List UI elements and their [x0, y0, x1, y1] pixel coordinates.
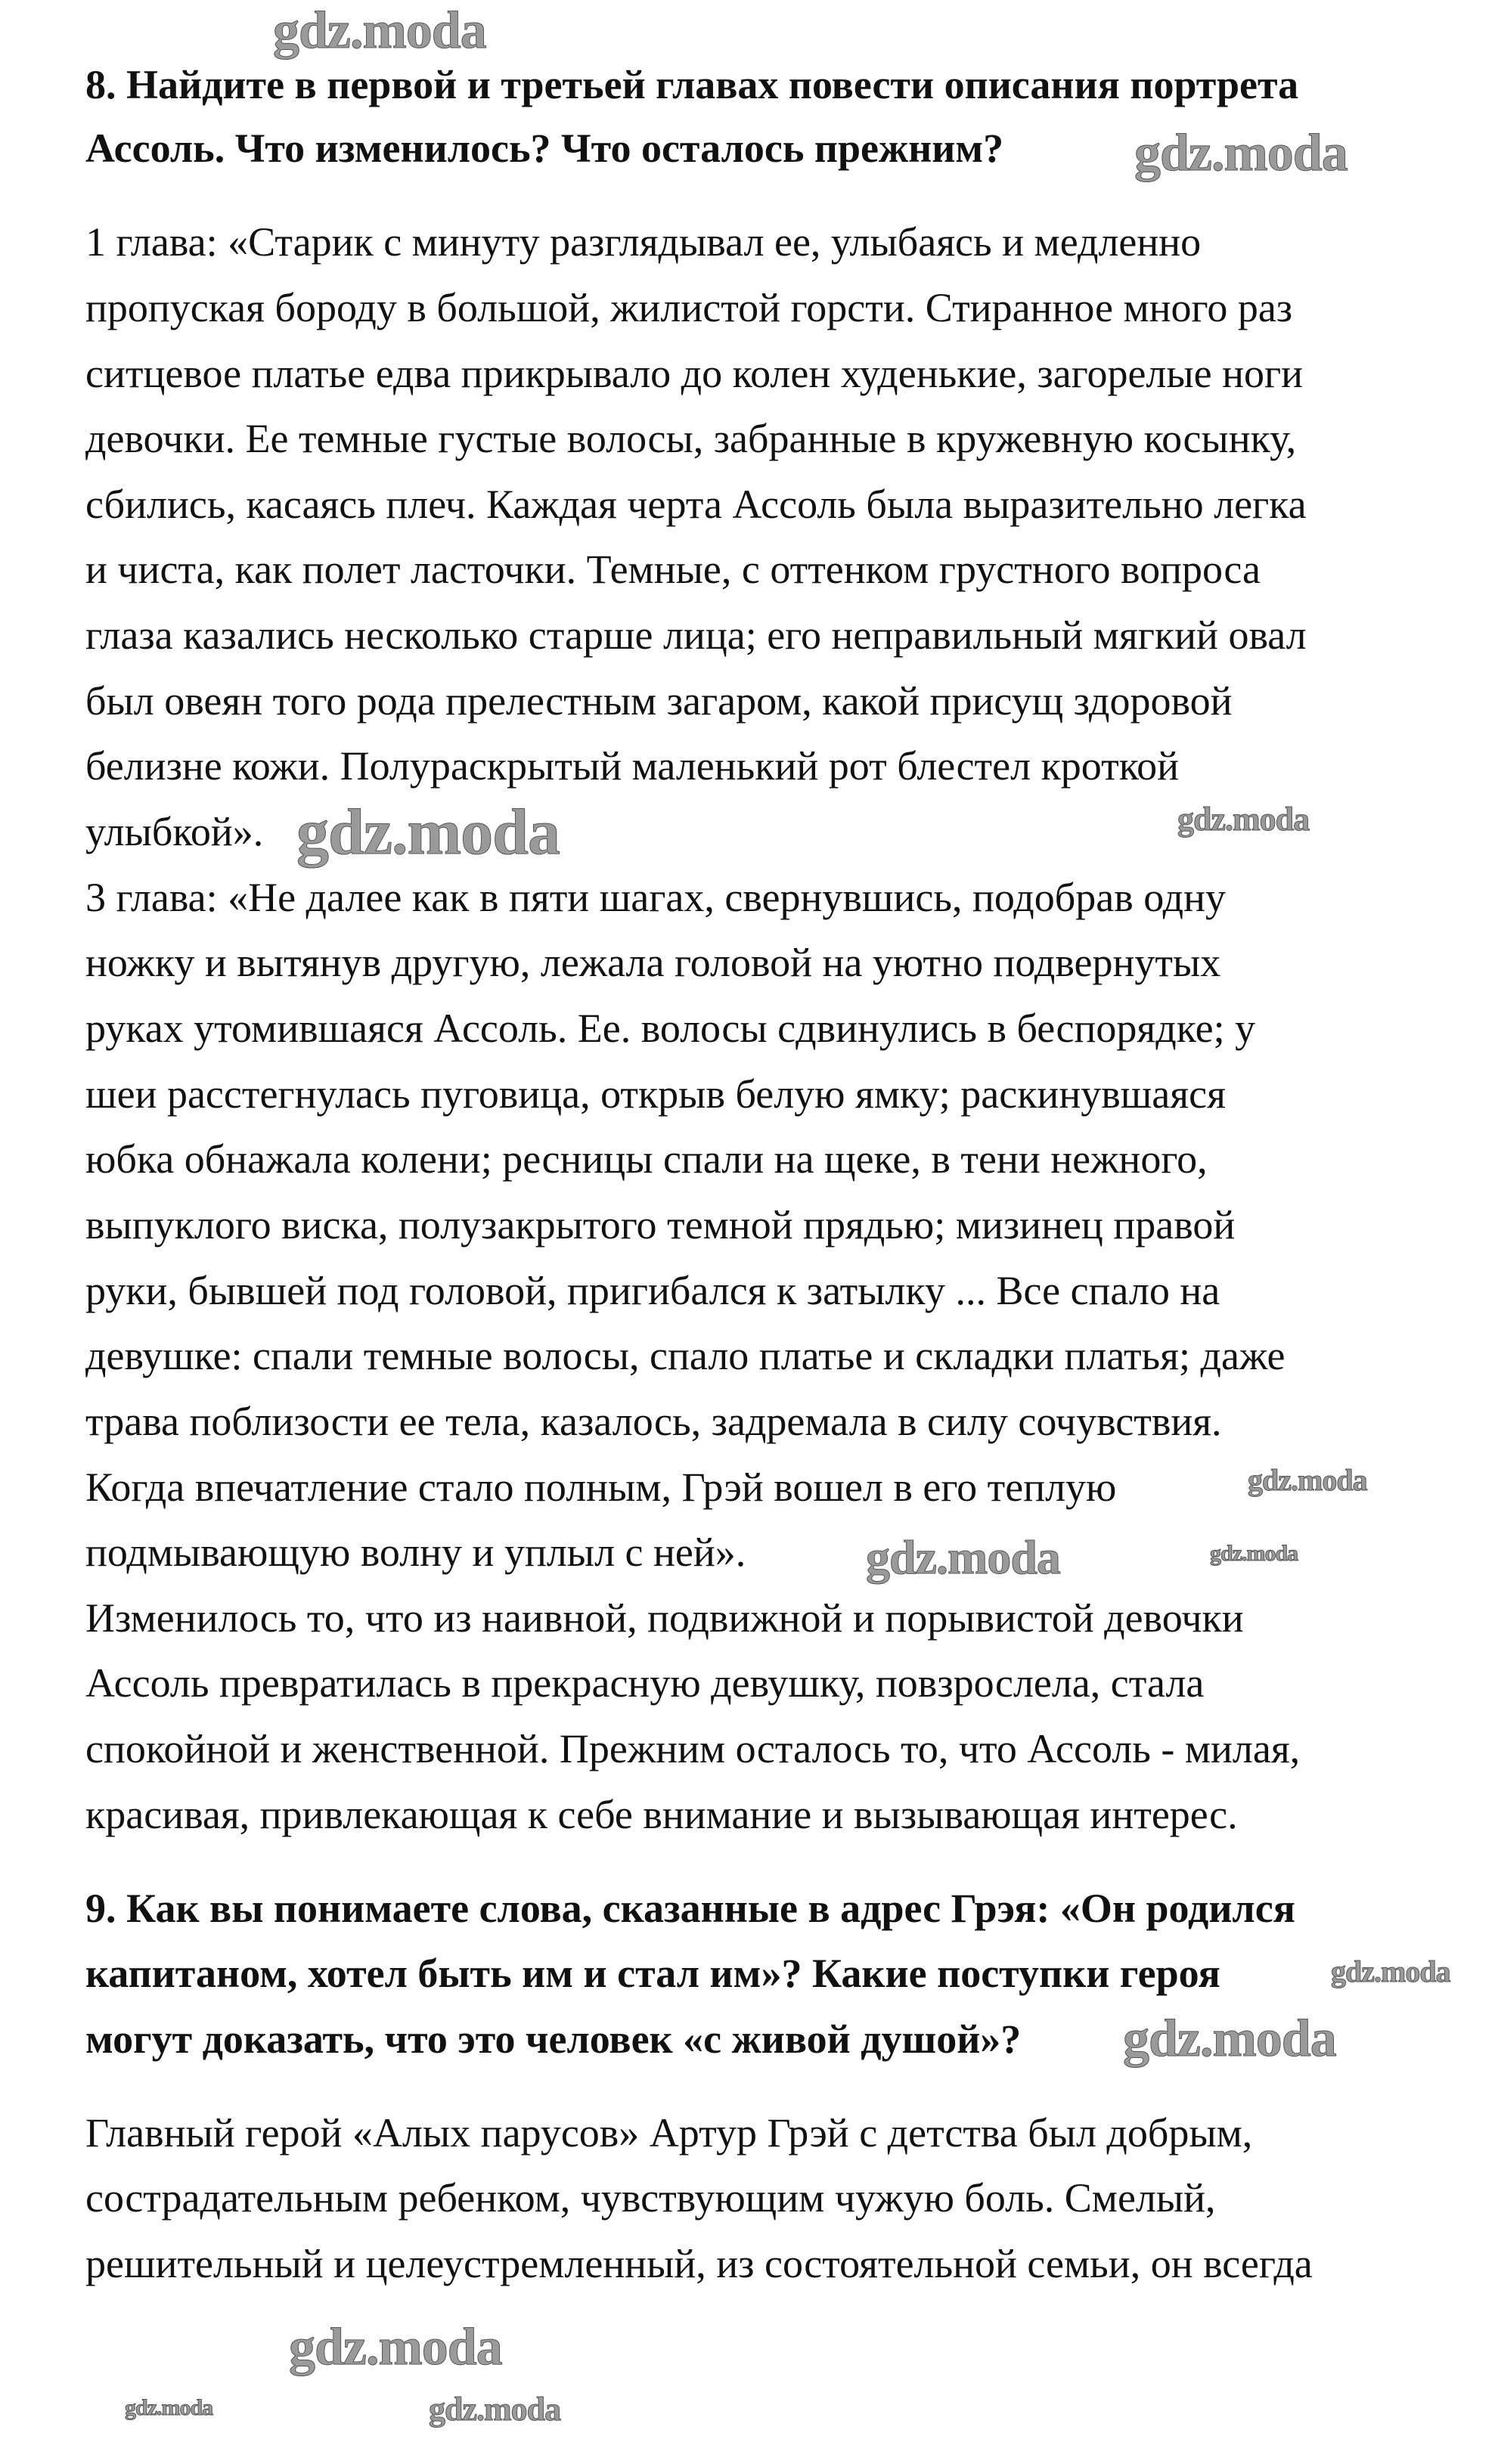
answer-8-text-line: красивая, привлекающая к себе внимание и вызывающая интерес. [85, 1792, 1238, 1837]
answer-8-text-line: 3 глава: «Не далее как в пяти шагах, свернувшись, подобрав одну [85, 875, 1227, 920]
watermark-text: gdz.moda [1248, 1463, 1367, 1497]
answer-8-text-line: 1 глава: «Старик с минуту разглядывал ее, улыбаясь и медленно [85, 219, 1202, 265]
answer-8-text-line: сбились, касаясь плеч. Каждая черта Ассоль была выразительно легка [85, 482, 1307, 527]
answer-8-text-line: спокойной и женственной. Прежним осталось то, что Ассоль - милая, [85, 1726, 1301, 1771]
answer-8-text-line: ножку и вытянув другую, лежала головой на уютно подвернутых [85, 940, 1221, 985]
question-9-heading-line: 9. Как вы понимаете слова, сказанные в адрес Грэя: «Он родился [85, 1886, 1295, 1931]
watermark-text: gdz.moda [429, 2391, 561, 2428]
answer-8-text-line: руках утомившаяся Ассоль. Ее. волосы сдвинулись в беспорядке; у [85, 1006, 1256, 1051]
answer-8-text-line: Изменилось то, что из наивной, подвижной и порывистой девочки [85, 1595, 1244, 1641]
watermark-text: gdz.moda [1134, 124, 1348, 182]
answer-8-text-line: Ассоль превратилась в прекрасную девушку, повзрослела, стала [85, 1660, 1205, 1706]
question-8-heading-line: Ассоль. Что изменилось? Что осталось прежним? [85, 126, 1004, 171]
question-8-heading-line: 8. Найдите в первой и третьей главах повести описания портрета [85, 62, 1299, 107]
answer-8-text-line: глаза казались несколько старше лица; его неправильный мягкий овал [85, 612, 1307, 658]
watermark-text: gdz.moda [866, 1530, 1060, 1584]
answer-8-text-line: девочки. Ее темные густые волосы, забранные в кружевную косынку, [85, 416, 1297, 461]
answer-8-text-line: был овеян того рода прелестным загаром, какой присущ здоровой [85, 678, 1233, 724]
watermark-text: gdz.moda [1177, 801, 1310, 838]
answer-8-text-line: подмывающую волну и уплыл с ней». [85, 1530, 746, 1575]
watermark-text: gdz.moda [273, 2, 486, 60]
answer-9-text-line: решительный и целеустремленный, из состоятельной семьи, он всегда [85, 2241, 1313, 2286]
question-9-heading-line: могут доказать, что это человек «с живой душой»? [85, 2016, 1022, 2062]
watermark-text: gdz.moda [1210, 1541, 1298, 1566]
answer-8-text-line: руки, бывшей под головой, пригибался к затылку ... Все спало на [85, 1268, 1220, 1313]
answer-8-text-line: юбка обнажала колени; ресницы спали на щеке, в тени нежного, [85, 1136, 1208, 1182]
answer-8-text-line: улыбкой». [85, 809, 264, 854]
answer-8-text-line: и чиста, как полет ласточки. Темные, с оттенком грустного вопроса [85, 547, 1261, 592]
answer-8-text-line: выпуклого виска, полузакрытого темной прядью; мизинец правой [85, 1202, 1236, 1247]
watermark-text: gdz.moda [1331, 1954, 1450, 1988]
answer-8-text-line: трава поблизости ее тела, казалось, задремала в силу сочувствия. [85, 1399, 1222, 1444]
watermark-text: gdz.moda [296, 795, 560, 868]
question-9-heading-line: капитаном, хотел быть им и стал им»? Какие поступки героя [85, 1951, 1220, 1996]
answer-8-text-line: девушке: спали темные волосы, спало платье и складки платья; даже [85, 1333, 1286, 1378]
answer-8-text-line: шеи расстегнулась пуговица, открыв белую ямку; раскинувшаяся [85, 1071, 1226, 1117]
watermark-text: gdz.moda [125, 2395, 213, 2420]
answer-8-text-line: Когда впечатление стало полным, Грэй вошел в его теплую [85, 1464, 1117, 1510]
answer-9-text-line: сострадательным ребенком, чувствующим чужую боль. Смелый, [85, 2175, 1216, 2221]
watermark-text: gdz.moda [1123, 2010, 1336, 2068]
answer-8-text-line: белизне кожи. Полураскрытый маленький рот блестел кроткой [85, 743, 1180, 789]
answer-9-text-line: Главный герой «Алых парусов» Артур Грэй с детства был добрым, [85, 2110, 1253, 2156]
watermark-text: gdz.moda [289, 2318, 502, 2376]
answer-8-text-line: ситцевое платье едва прикрывало до колен худенькие, загорелые ноги [85, 351, 1304, 396]
answer-8-text-line: пропуская бороду в большой, жилистой горсти. Стиранное много раз [85, 285, 1293, 330]
